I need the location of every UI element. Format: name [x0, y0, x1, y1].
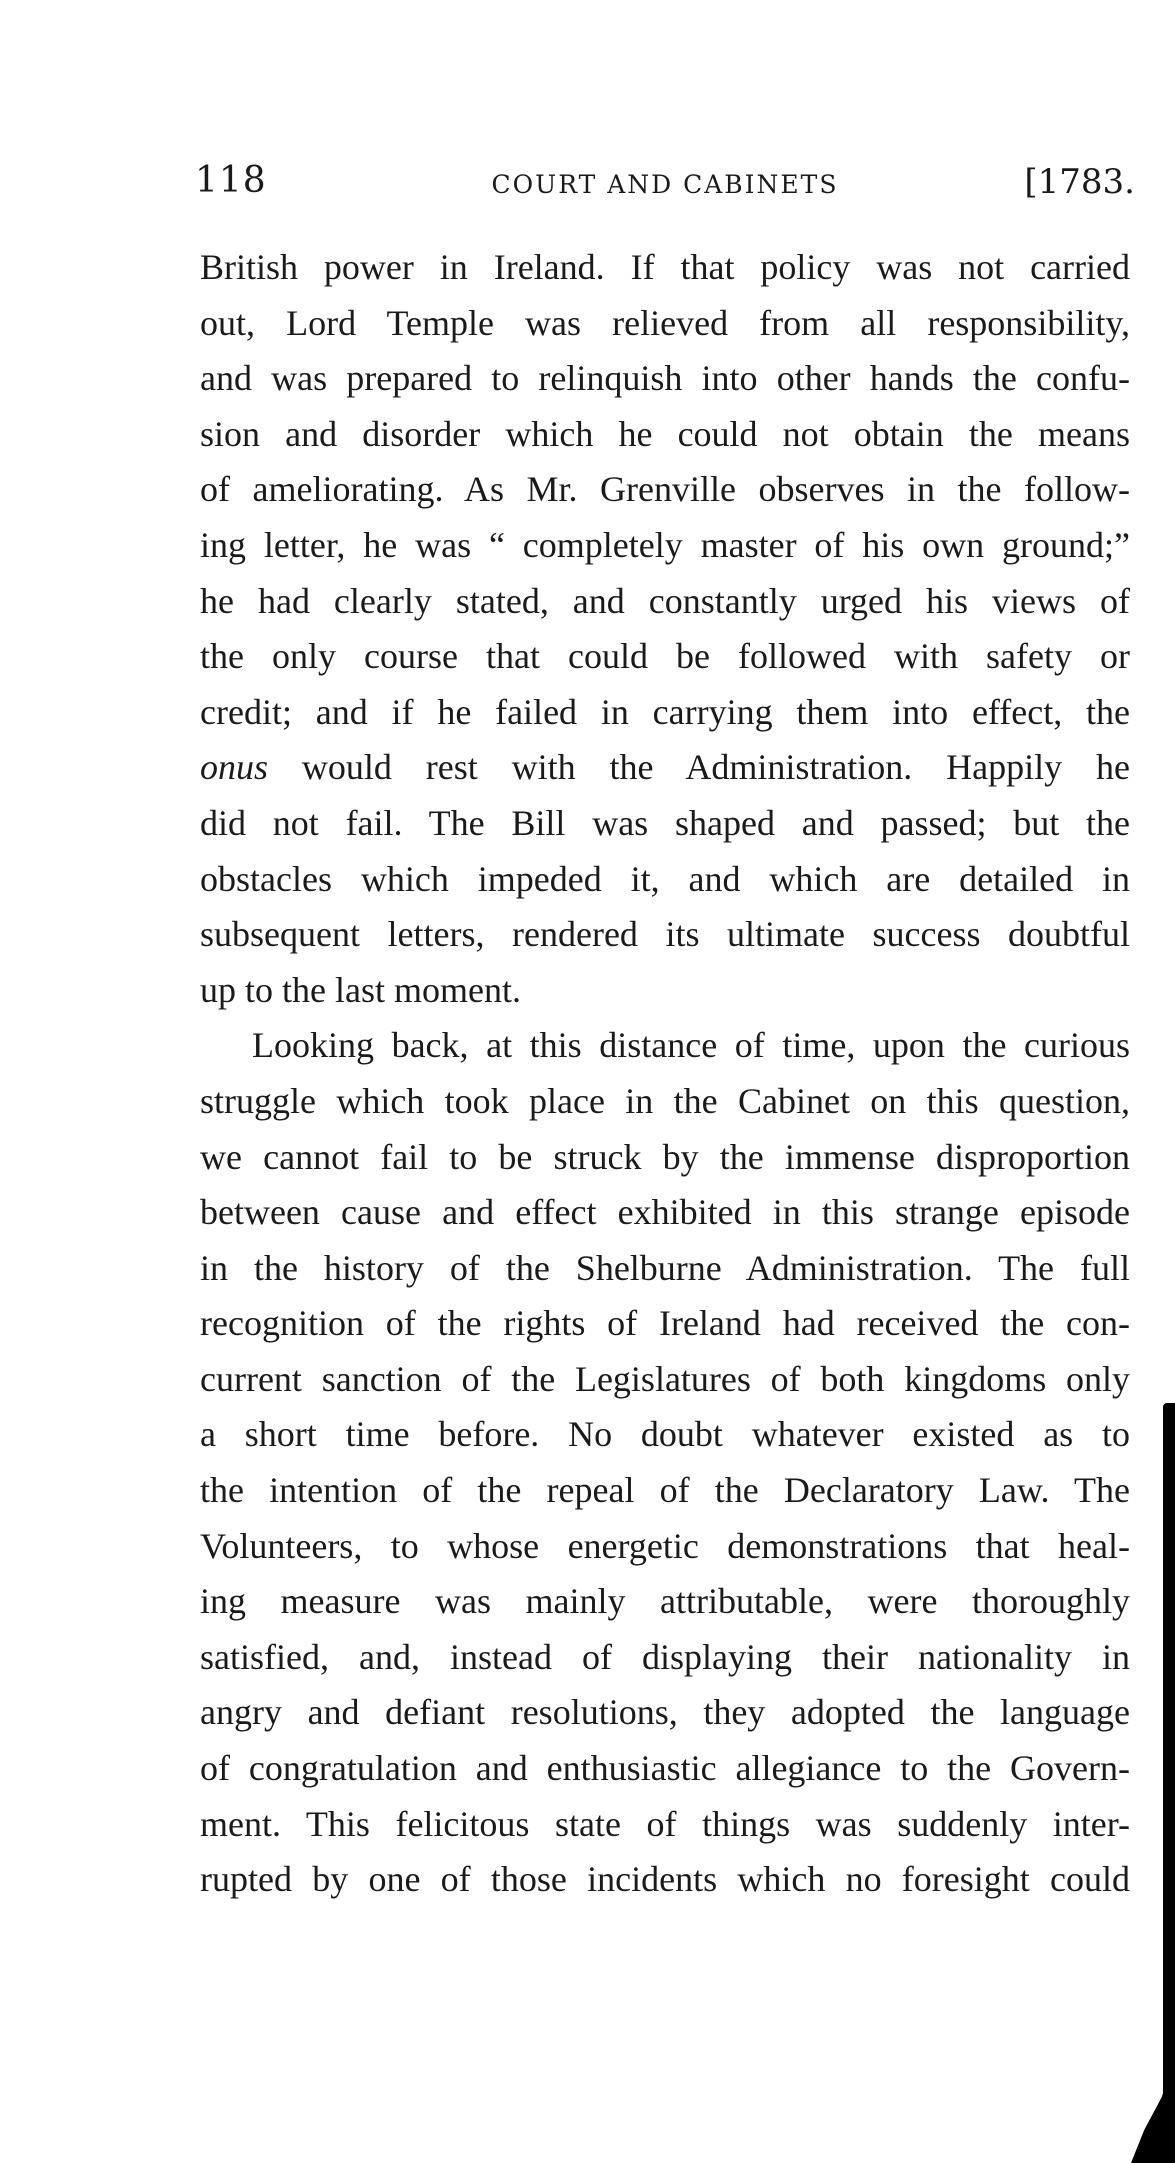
text-line: credit; and if he failed in carrying them into effect, the: [200, 691, 1130, 732]
text-line: ing measure was mainly attributable, were thoroughly: [200, 1581, 1130, 1622]
text-line: of congratulation and enthusiastic allegiance to the Govern-: [200, 1748, 1130, 1789]
text-line: current sanction of the Legislatures of both kingdoms only: [200, 1358, 1130, 1399]
text-line: Volunteers, to whose energetic demonstrations that heal-: [200, 1525, 1130, 1566]
text-line: out, Lord Temple was relieved from all responsibility,: [200, 302, 1130, 343]
text-line: he had clearly stated, and constantly urged his views of: [200, 580, 1130, 621]
text-line: between cause and effect exhibited in this strange episode: [200, 1192, 1130, 1233]
text-line: a short time before. No doubt whatever existed as to: [200, 1414, 1130, 1455]
text-line: ment. This felicitous state of things was suddenly inter-: [200, 1803, 1130, 1844]
text-line: of ameliorating. As Mr. Grenville observes in the follow-: [200, 469, 1130, 510]
header-year: [1783.: [1024, 162, 1135, 202]
text-line: did not fail. The Bill was shaped and passed; but the: [200, 802, 1130, 843]
body-text: [200, 240, 1130, 1908]
page-header: [195, 160, 1135, 210]
text-line: the only course that could be followed with safety or: [200, 636, 1130, 677]
text-line: and was prepared to relinquish into other hands the confu-: [200, 358, 1130, 399]
text-line: struggle which took place in the Cabinet on this question,: [200, 1080, 1130, 1121]
text-line: rupted by one of those incidents which no foresight could: [200, 1859, 1130, 1900]
text-line: ing letter, he was “ completely master of his own ground;”: [200, 524, 1130, 565]
text-line: angry and defiant resolutions, they adopted the language: [200, 1692, 1130, 1733]
text-line: up to the last moment.: [200, 969, 521, 1010]
text-line: sion and disorder which he could not obtain the means: [200, 413, 1130, 454]
text-line: in the history of the Shelburne Administration. The full: [200, 1247, 1130, 1288]
italic-word: onus: [200, 747, 269, 788]
running-title: COURT AND CABINETS: [491, 170, 839, 199]
page-edge-shadow: [1163, 1403, 1175, 2163]
text-line: British power in Ireland. If that policy was not carried: [200, 247, 1130, 287]
text-line: subsequent letters, rendered its ultimate success doubtful: [200, 914, 1130, 955]
page-number: 118: [195, 160, 267, 201]
text-line-with-italic: onus would rest with the Administration. Happily he: [200, 747, 1130, 788]
text-line: Looking back, at this distance of time, upon the curious: [252, 1025, 1130, 1066]
text-line: recognition of the rights of Ireland had received the con-: [200, 1303, 1130, 1344]
text-line: the intention of the repeal of the Declaratory Law. The: [200, 1470, 1130, 1511]
text-line: we cannot fail to be struck by the immense disproportion: [200, 1136, 1130, 1177]
text-line: obstacles which impeded it, and which are detailed in: [200, 858, 1130, 899]
text-line: satisfied, and, instead of displaying their nationality in: [200, 1636, 1130, 1677]
